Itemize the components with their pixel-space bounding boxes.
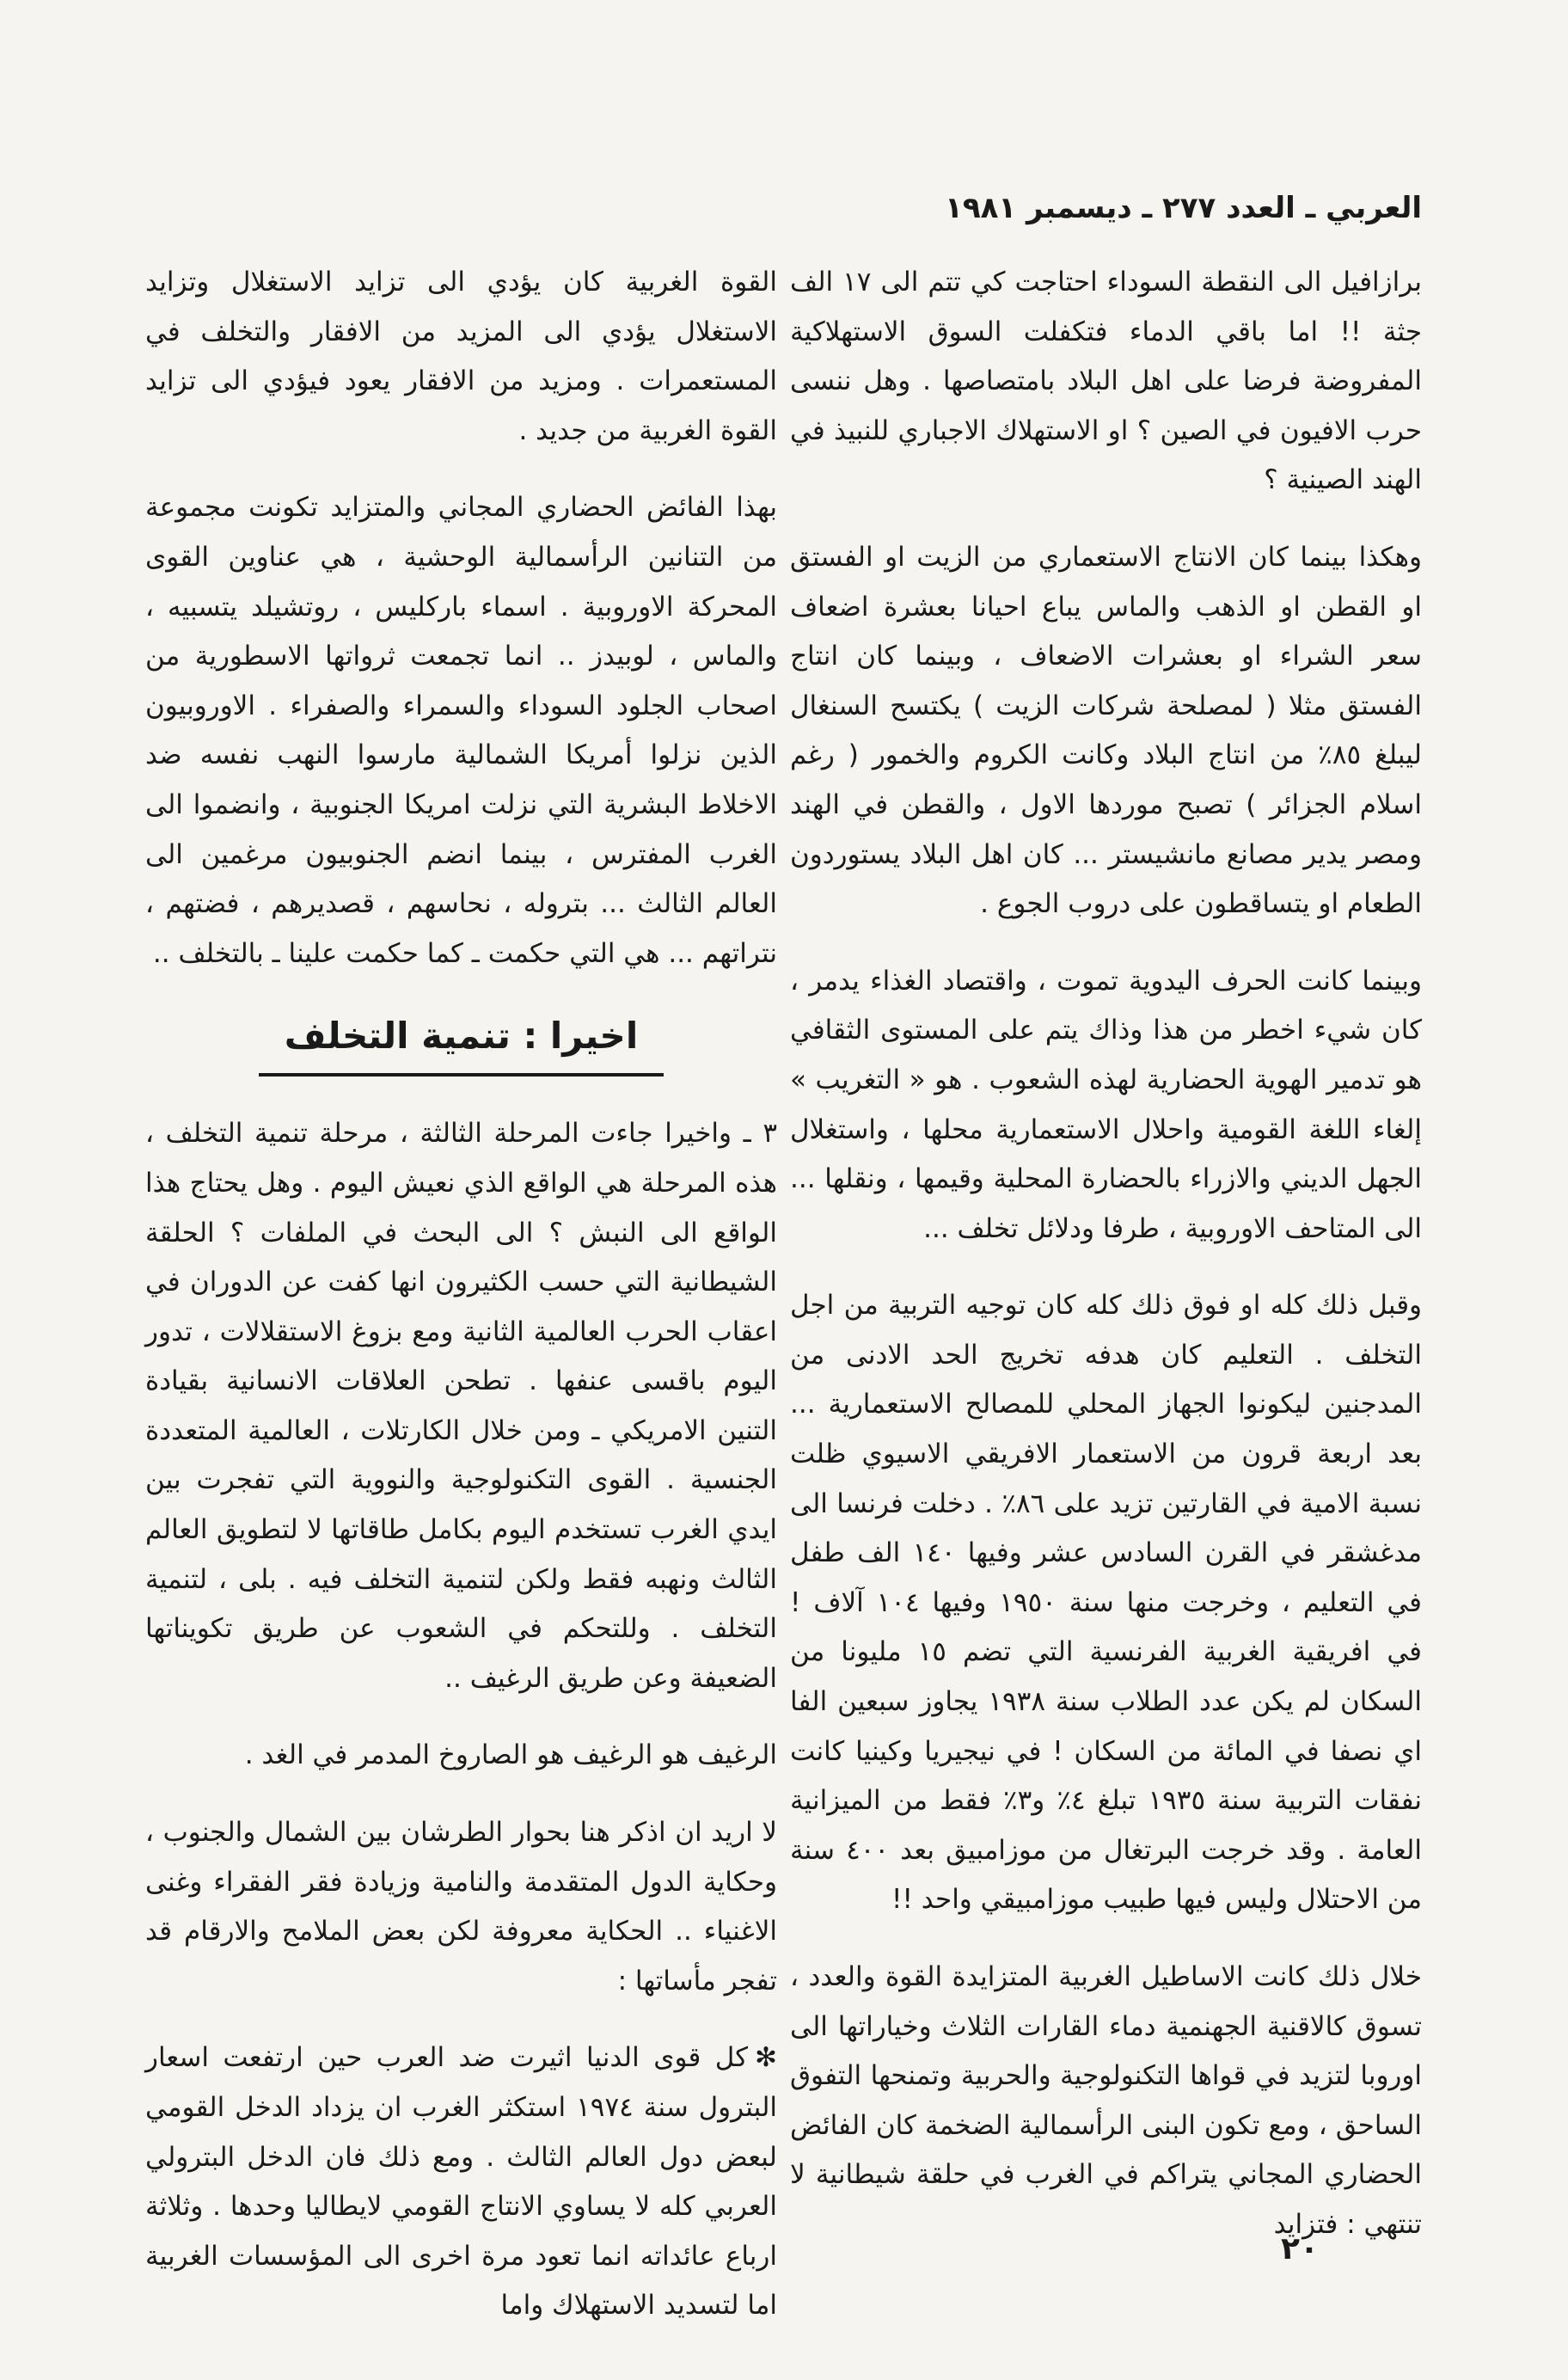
paragraph: بهذا الفائض الحضاري المجاني والمتزايد تكونت مجموعة من التنانين الرأسمالية الوحشية ، هي عناوين القوى المحركة الاوروبية . اسماء باركليس ، روتشيلد يتسبيه ، والماس ، لوبيدز .. انما تجمعت ثرواتها الاسطورية من اصحاب الجلود السوداء والسمراء والصفراء . الاوروبيون الذين نزلوا أمريكا الشمالية مارسوا النهب نفسه ضد الاخلاط البشرية التي نزلت امريكا الجنوبية ، وانضموا الى الغرب المفترس ، بينما انضم الجنوبيون مرغمين الى العالم الثالث ... بتروله ، نحاسهم ، قصديرهم ، فضتهم ، نتراتهم ... هي التي حكمت ـ كما حكمت علينا ـ بالتخلف .. [145, 492, 777, 969]
paragraph: ٣ ـ واخيرا جاءت المرحلة الثالثة ، مرحلة تنمية التخلف ، هذه المرحلة هي الواقع الذي نعيش اليوم . وهل يحتاج هذا الواقع الى النبش ؟ الى البحث في الملفات ؟ الحلقة الشيطانية التي حسب الكثيرون انها كفت عن الدوران في اعقاب الحرب العالمية الثانية ومع بزوغ الاستقلالات ، تدور اليوم باقسى عنفها . تطحن العلاقات الانسانية بقيادة التنين الامريكي ـ ومن خلال الكارتلات ، العالمية المتعددة الجنسية . القوى التكنولوجية والنووية التي تفجرت بين ايدي الغرب تستخدم اليوم بكامل طاقاتها لا لتطويق العالم الثالث ونهبه فقط ولكن لتنمية التخلف فيه . بلى ، لتنمية التخلف . وللتحكم في الشعوب عن طريق تكويناتها الضعيفة وعن طريق الرغيف .. [145, 1118, 777, 1694]
asterisk-icon: ✻ [755, 2042, 777, 2074]
starred-paragraph-text: كل قوى الدنيا اثيرت ضد العرب حين ارتفعت اسعار البترول سنة ١٩٧٤ استكثر الغرب ان يزداد الدخل القومي لبعض دول العالم الثالث . ومع ذلك فان الدخل البترولي العربي كله لا يساوي الانتاج القومي لايطاليا وحدها . وثلاثة ارباع عائداته انما تعود مرة اخرى الى المؤسسات الغربية اما لتسديد الاستهلاك واما [145, 2042, 777, 2322]
paragraph: وقبل ذلك كله او فوق ذلك كله كان توجيه التربية من اجل التخلف . التعليم كان هدفه تخريج الحد الادنى من المدجنين ليكونوا الجهاز المحلي للمصالح الاستعمارية ... بعد اربعة قرون من الاستعمار الافريقي الاسيوي ظلت نسبة الامية في القارتين تزيد على ٨٦٪ . دخلت فرنسا الى مدغشقر في القرن السادس عشر وفيها ١٤٠ الف طفل في التعليم ، وخرجت منها سنة ١٩٥٠ وفيها ١٠٤ آلاف ! في افريقية الغربية الفرنسية التي تضم ١٥ مليونا من السكان لم يكن عدد الطلاب سنة ١٩٣٨ يجاوز سبعين الفا اي نصفا في المائة من السكان ! في نيجيريا وكينيا كانت نفقات التربية سنة ١٩٣٥ تبلغ ٤٪ و٣٪ فقط من الميزانية العامة . وقد خرجت البرتغال من موزامبيق بعد ٤٠٠ سنة من الاحتلال وليس فيها طبيب موزامبيقي واحد !! [790, 1290, 1422, 1916]
section-heading [145, 1006, 777, 1077]
starred-paragraph [145, 2033, 777, 2331]
paragraph: وهكذا بينما كان الانتاج الاستعماري من الزيت او الفستق او القطن او الذهب والماس يباع احيانا بعشرة اضعاف سعر الشراء او بعشرات الاضعاف ، وبينما كان انتاج الفستق مثلا ( لمصلحة شركات الزيت ) يكتسح السنغال ليبلغ ٨٥٪ من انتاج البلاد وكانت الكروم والخمور ( رغم اسلام الجزائر ) تصبح موردها الاول ، والقطن في الهند ومصر يدير مصانع مانشيستر ... كان اهل البلاد يستوردون الطعام او يتساقطون على دروب الجوع . [790, 541, 1422, 920]
paragraph: لا اريد ان اذكر هنا بحوار الطرشان بين الشمال والجنوب ، وحكاية الدول المتقدمة والنامية وزيادة فقر الفقراء وغنى الاغنياء .. الحكاية معروفة لكن بعض الملامح والارقام قد تفجر مأساتها : [145, 1817, 777, 1997]
paragraph: القوة الغربية كان يؤدي الى تزايد الاستغلال وتزايد الاستغلال يؤدي الى المزيد من الافقار والتخلف في المستعمرات . ومزيد من الافقار يعود فيؤدي الى تزايد القوة الغربية من جديد . [145, 267, 777, 446]
left-column [145, 258, 777, 2331]
section-heading-text: اخيرا : تنمية التخلف [259, 1006, 664, 1077]
paragraph: خلال ذلك كانت الاساطيل الغربية المتزايدة القوة والعدد ، تسوق كالاقنية الجهنمية دماء القارات الثلاث وخياراتها الى اوروبا لتزيد في قواها التكنولوجية والحربية وتمنحها التفوق الساحق ، ومع تكون البنى الرأسمالية الضخمة كان الفائض الحضاري المجاني يتراكم في الغرب في حلقة شيطانية لا تنتهي : فتزايد [790, 1961, 1422, 2240]
paragraph: برازافيل الى النقطة السوداء احتاجت كي تتم الى ١٧ الف جثة !! اما باقي الدماء فتكفلت السوق الاستهلاكية المفروضة فرضا على اهل البلاد بامتصاصها . وهل ننسى حرب الافيون في الصين ؟ او الاستهلاك الاجباري للنبيذ في الهند الصينية ؟ [790, 267, 1422, 496]
right-column [790, 258, 1422, 2250]
page-number: ٢٠ [1281, 2231, 1319, 2267]
paragraph: وبينما كانت الحرف اليدوية تموت ، واقتصاد الغذاء يدمر ، كان شيء اخطر من هذا وذاك يتم على المستوى الثقافي هو تدمير الهوية الحضارية لهذه الشعوب . هو « التغريب » إلغاء اللغة القومية واحلال الاستعمارية محلها ، واستغلال الجهل الديني والازراء بالحضارة المحلية وقيمها ، ونقلها ... الى المتاحف الاوروبية ، طرفا ودلائل تخلف ... [790, 965, 1422, 1244]
running-header: العربي ـ العدد ٢٧٧ ـ ديسمبر ١٩٨١ [945, 191, 1422, 225]
paragraph: الرغيف هو الرغيف هو الصاروخ المدمر في الغد . [244, 1739, 777, 1771]
